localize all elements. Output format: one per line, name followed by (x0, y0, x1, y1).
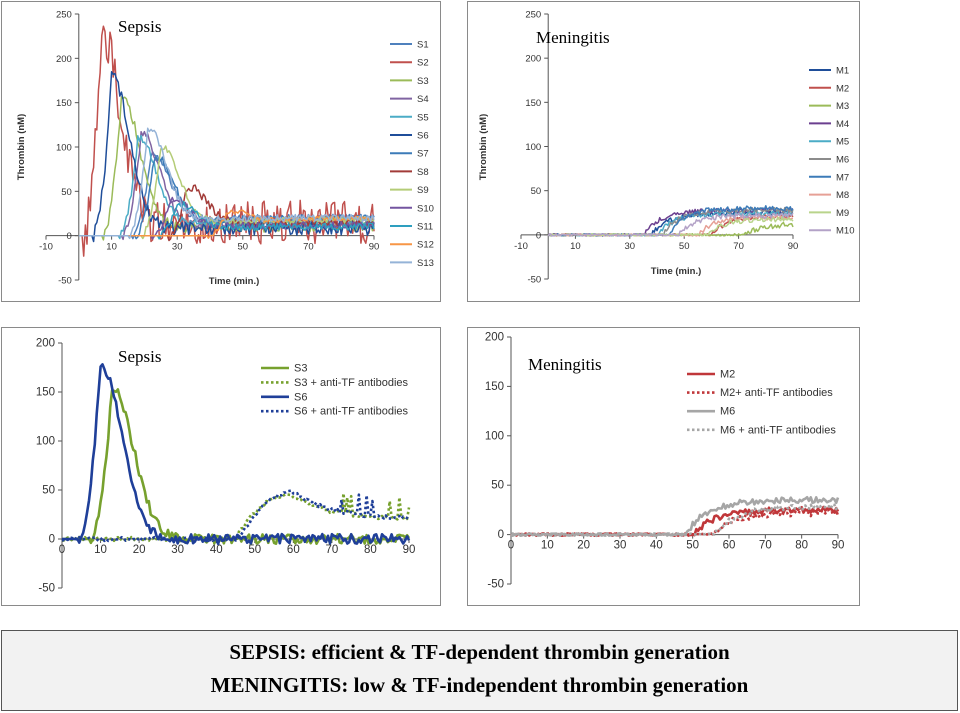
y-tick-label: 50 (530, 186, 542, 198)
legend-label-s6: S6 (294, 391, 308, 404)
y-tick-label: 50 (61, 186, 72, 198)
meningitis-conclusion: MENINGITIS: low & TF-independent thrombin generation (210, 673, 749, 697)
series-line-s6-anti-tf-antibodies (62, 491, 409, 541)
y-tick-label: 50 (42, 484, 55, 497)
y-tick-label: 50 (491, 479, 504, 492)
x-tick-label: 50 (237, 241, 249, 253)
x-tick-label: 50 (678, 240, 690, 252)
x-tick-label: -10 (514, 240, 528, 252)
series-line-m2 (511, 507, 838, 536)
x-axis-label: Time (min.) (650, 266, 702, 277)
x-tick-label: 10 (106, 241, 117, 253)
legend-label-m5: M5 (836, 136, 850, 148)
x-tick-label: 20 (132, 544, 146, 556)
sepsis-conclusion: SEPSIS: efficient & TF-dependent thrombin generation (229, 640, 730, 664)
sepsis-panel (1, 1, 441, 302)
legend-label-m9: M9 (836, 207, 850, 219)
x-tick-label: 30 (171, 241, 183, 253)
y-tick-label: 150 (484, 380, 504, 393)
y-axis-label: Thrombin (nM) (16, 113, 27, 181)
x-tick-label: 70 (303, 241, 314, 253)
legend-label-s12: S12 (417, 239, 434, 251)
x-tick-label: 50 (686, 539, 700, 552)
legend-label-s7: S7 (417, 148, 429, 160)
x-tick-label: 0 (507, 539, 515, 552)
chart-title: Sepsis (118, 347, 162, 366)
series-line-m6-anti-tf-antibodies (511, 504, 838, 536)
y-tick-label: 200 (35, 337, 55, 350)
legend-label-m2-anti-tf-antibodies: M2+ anti-TF antibodies (720, 387, 833, 400)
x-tick-label: 30 (624, 240, 636, 252)
y-tick-label: 100 (35, 435, 55, 448)
x-tick-label: 80 (364, 544, 377, 556)
chart-svg (468, 328, 861, 607)
x-tick-label: 80 (795, 539, 809, 552)
y-tick-label: 0 (497, 529, 504, 542)
x-tick-label: 10 (540, 539, 554, 552)
legend-label-s2: S2 (417, 57, 429, 69)
legend-label-s3: S3 (417, 75, 429, 87)
legend-label-s10: S10 (417, 203, 434, 215)
chart-title: Meningitis (536, 28, 610, 47)
chart-title: Sepsis (118, 17, 162, 36)
series-line-m6 (511, 497, 838, 536)
x-tick-label: 90 (831, 539, 845, 552)
x-tick-label: 60 (286, 544, 300, 556)
x-tick-label: 70 (733, 240, 744, 252)
legend-label-m7: M7 (836, 172, 850, 184)
legend-label-m2: M2 (836, 83, 850, 95)
legend-label-s6: S6 (417, 130, 429, 142)
x-tick-label: 40 (649, 539, 663, 552)
x-tick-label: 10 (94, 544, 107, 556)
chart-svg (468, 2, 861, 303)
y-tick-label: 150 (525, 97, 542, 109)
x-tick-label: 30 (613, 539, 627, 552)
x-tick-label: -10 (39, 241, 53, 253)
y-tick-label: 150 (55, 98, 72, 110)
legend-label-m1: M1 (836, 65, 850, 77)
chart-svg (2, 328, 442, 607)
legend-label-m8: M8 (836, 190, 850, 202)
legend-label-s3-anti-tf-antibodies: S3 + anti-TF antibodies (294, 376, 409, 389)
legend-label-s1: S1 (417, 39, 429, 51)
meningitis-panel (467, 1, 860, 302)
y-tick-label: 0 (66, 231, 72, 243)
x-tick-label: 70 (758, 539, 772, 552)
series-line-m2-anti-tf-antibodies (511, 510, 838, 536)
x-axis-label: Time (min.) (208, 276, 260, 287)
y-axis-label: Thrombin (nM) (478, 113, 489, 181)
y-tick-label: 0 (48, 533, 55, 546)
y-tick-label: 250 (55, 9, 72, 21)
y-tick-label: 0 (535, 230, 542, 242)
legend-label-s11: S11 (417, 221, 434, 233)
legend-label-s13: S13 (417, 257, 434, 269)
y-tick-label: -50 (527, 274, 542, 286)
series-line-s3-anti-tf-antibodies (62, 493, 409, 541)
legend-label-m10: M10 (836, 225, 855, 237)
y-tick-label: -50 (38, 582, 55, 595)
y-tick-label: 100 (55, 142, 72, 154)
sepsis-antibody-panel (1, 327, 441, 606)
x-tick-label: 60 (722, 539, 736, 552)
legend-label-s6-anti-tf-antibodies: S6 + anti-TF antibodies (294, 405, 409, 418)
x-tick-label: 30 (171, 544, 185, 556)
x-tick-label: 0 (58, 544, 66, 556)
y-tick-label: 100 (525, 142, 542, 153)
legend-label-m4: M4 (836, 118, 850, 130)
legend-label-m6-anti-tf-antibodies: M6 + anti-TF antibodies (720, 424, 836, 437)
y-tick-label: 200 (484, 331, 504, 344)
legend-label-s8: S8 (417, 166, 429, 178)
x-tick-label: 90 (787, 240, 799, 252)
chart-svg (2, 2, 442, 303)
chart-title: Meningitis (528, 355, 602, 374)
conclusion-box (1, 630, 958, 711)
legend-label-s3: S3 (294, 362, 308, 375)
x-tick-label: 90 (402, 544, 416, 556)
legend-label-m6: M6 (720, 405, 736, 418)
y-tick-label: 250 (525, 9, 542, 21)
y-tick-label: 200 (55, 53, 72, 65)
legend-label-m6: M6 (836, 154, 850, 166)
meningitis-antibody-panel (467, 327, 860, 606)
x-tick-label: 70 (325, 544, 339, 556)
legend-label-m3: M3 (836, 101, 850, 113)
legend-label-s5: S5 (417, 112, 429, 124)
legend-label-s4: S4 (417, 94, 429, 106)
legend-label-m2: M2 (720, 368, 736, 381)
y-tick-label: 100 (484, 430, 504, 443)
y-tick-label: -50 (58, 275, 72, 287)
series-line-s6 (62, 364, 409, 543)
y-tick-label: -50 (487, 578, 504, 591)
x-tick-label: 90 (368, 241, 380, 253)
legend-label-s9: S9 (417, 185, 429, 197)
x-tick-label: 50 (248, 544, 262, 556)
x-tick-label: 10 (570, 240, 581, 252)
x-tick-label: 40 (209, 544, 223, 556)
y-tick-label: 150 (35, 386, 55, 399)
x-tick-label: 20 (577, 539, 591, 552)
y-tick-label: 200 (525, 53, 542, 65)
